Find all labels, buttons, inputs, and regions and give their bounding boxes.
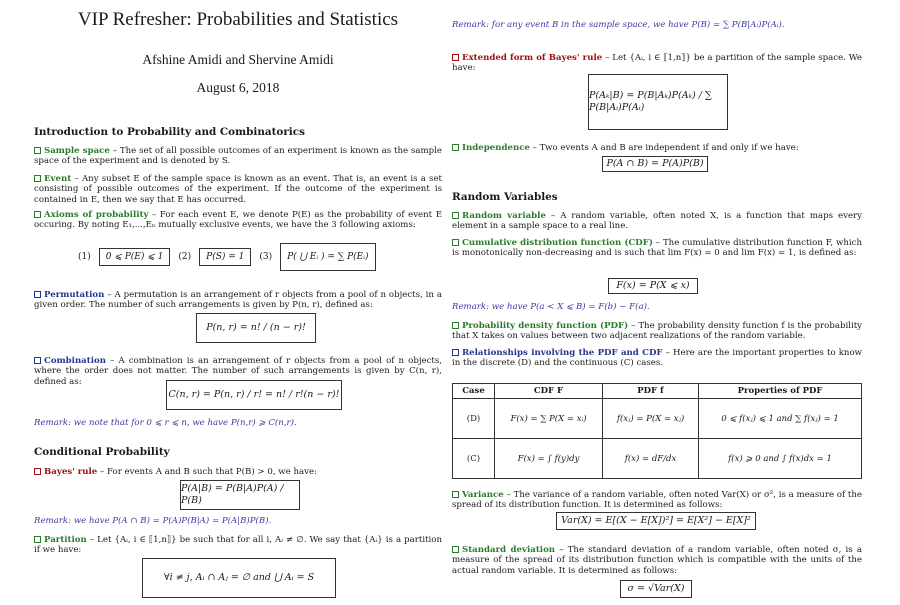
partition-formula: ∀i ≠ j, Aᵢ ∩ Aⱼ = ∅ and ⋃ Aᵢ = S [142,558,336,598]
section-heading-conditional: Conditional Probability [34,446,170,458]
checkbox-icon [452,212,459,219]
checkbox-icon [34,147,41,154]
table-cell: 0 ⩽ f(xⱼ) ⩽ 1 and ∑ f(xⱼ) = 1 [699,399,862,439]
paragraph-partition: Partition – Let {Aᵢ, i ∈ ⟦1,n⟧} be such that for all i, Aᵢ ≠ ∅. We say that {Aᵢ} is a partition if we have: [34,535,442,556]
section-heading-intro: Introduction to Probability and Combinatorics [34,126,305,138]
table-cell: f(x) = dF/dx [603,439,699,479]
paragraph-bayes: Bayes' rule – For events A and B such that P(B) > 0, we have: [34,467,442,477]
checkbox-icon [452,491,459,498]
axiom2-formula: P(S) = 1 [199,248,251,267]
checkbox-icon [452,322,459,329]
table-cell: f(xⱼ) = P(X = xⱼ) [603,399,699,439]
table-cell: F(x) = ∑ P(X = xᵢ) [495,399,603,439]
table-row [453,399,862,439]
checkbox-icon [34,211,41,218]
table-header: CDF F [495,384,603,399]
combination-formula: C(n, r) = P(n, r) / r! = n! / r!(n − r)! [166,380,342,410]
checkbox-icon [34,468,41,475]
table-cell: f(x) ⩾ 0 and ∫ f(x)dx = 1 [699,439,862,479]
term-pdf: Probability density function (PDF) [462,321,629,331]
date: August 6, 2018 [196,80,280,95]
term-std: Standard deviation [462,545,556,555]
checkbox-icon [452,54,459,61]
term-partition: Partition [44,535,87,545]
term-permutation: Permutation [44,290,105,300]
paragraph-relationships: Relationships involving the PDF and CDF – Here are the important properties to know in the discrete (D) and the continuous (C) cases. [452,348,862,369]
extended-bayes-formula: P(Aₖ|B) = P(B|Aₖ)P(Aₖ) / ∑ P(B|Aᵢ)P(Aᵢ) [588,74,728,130]
combination-remark: Remark: we note that for 0 ⩽ r ⩽ n, we have P(n,r) ⩾ C(n,r). [34,418,297,428]
pdf-cdf-table [452,383,862,479]
checkbox-icon [452,546,459,553]
checkbox-icon [452,239,459,246]
axioms-formulas: (1) 0 ⩽ P(E) ⩽ 1 (2) P(S) = 1 (3) P( ⋃ Eᵢ ) = ∑ P(Eᵢ) [34,238,442,276]
independence-formula: P(A ∩ B) = P(A)P(B) [602,156,708,172]
table-header: PDF f [603,384,699,399]
bayes-formula: P(A|B) = P(B|A)P(A) / P(B) [180,480,300,510]
checkbox-icon [452,349,459,356]
paragraph-pdf: Probability density function (PDF) – The probability density function f is the probability that X takes on values between two adjacent realizations of the random variable. [452,321,862,342]
table-header: Case [453,384,495,399]
term-cdf: Cumulative distribution function (CDF) [462,238,653,248]
table-cell: F(x) = ∫ f(y)dy [495,439,603,479]
paragraph-sample-space: Sample space – The set of all possible outcomes of an experiment is known as the sample space of the experiment and is denoted by S. [34,146,442,167]
table-cell: (C) [453,439,495,479]
section-heading-random-variables: Random Variables [452,191,558,203]
page-title: VIP Refresher: Probabilities and Statistics [77,9,399,30]
paragraph-axioms: Axioms of probability – For each event E, we denote P(E) as the probability of event E occuring. By noting E₁,...,Eₙ mutually exclusive events, we have the 3 following axioms: [34,210,442,231]
axiom1-formula: 0 ⩽ P(E) ⩽ 1 [99,248,171,267]
paragraph-std: Standard deviation – The standard deviation of a random variable, often noted σ, is a measure of the spread of its distribution function which is compatible with the units of the actual random variable. It is determined as follows: [452,545,862,576]
term-random-variable: Random variable [462,211,546,221]
paragraph-random-variable: Random variable – A random variable, often noted X, is a function that maps every element in a sample space to a real line. [452,211,862,232]
term-extended-bayes: Extended form of Bayes' rule [462,53,603,63]
paragraph-permutation: Permutation – A permutation is an arrangement of r objects from a pool of n objects, in a given order. The number of such arrangements is given by P(n, r), defined as: [34,290,442,311]
term-axioms: Axioms of probability [44,210,149,220]
table-cell: (D) [453,399,495,439]
checkbox-icon [452,144,459,151]
permutation-formula: P(n, r) = n! / (n − r)! [196,313,316,343]
paragraph-cdf: Cumulative distribution function (CDF) – The cumulative distribution function F, which is monotonically non-decreasing and is such that lim F(x) = 0 and lim F(x) = 1, is defined as: [452,238,862,259]
term-event: Event [44,174,72,184]
term-sample-space: Sample space [44,146,110,156]
cdf-remark: Remark: we have P(a < X ⩽ B) = F(b) − F(a). [452,302,650,312]
table-header: Properties of PDF [699,384,862,399]
term-bayes: Bayes' rule [44,467,98,477]
table-row [453,439,862,479]
paragraph-variance: Variance – The variance of a random variable, often noted Var(X) or σ², is a measure of the spread of its distribution function. It is determined as follows: [452,490,862,511]
paragraph-extended-bayes: Extended form of Bayes' rule – Let {Aᵢ, i ∈ ⟦1,n⟧} be a partition of the sample space. We have: [452,53,862,74]
checkbox-icon [34,536,41,543]
bayes-remark: Remark: we have P(A ∩ B) = P(A)P(B|A) = P(A|B)P(B). [34,516,272,526]
term-independence: Independence [462,143,530,153]
paragraph-independence: Independence – Two events A and B are independent if and only if we have: [452,143,862,153]
axiom3-formula: P( ⋃ Eᵢ ) = ∑ P(Eᵢ) [280,243,375,272]
checkbox-icon [34,291,41,298]
checkbox-icon [34,175,41,182]
term-relationships: Relationships involving the PDF and CDF [462,348,663,358]
variance-formula: Var(X) = E[(X − E[X])²] = E[X²] − E[X]² [556,512,756,530]
authors: Afshine Amidi and Shervine Amidi [142,52,334,67]
paragraph-event: Event – Any subset E of the sample space is known as an event. That is, an event is a set consisting of possible outcomes of the experiment. If the outcome of the experiment is contained in E, then we say that E has occurred. [34,174,442,205]
table-header-row [453,384,862,399]
term-variance: Variance [462,490,504,500]
checkbox-icon [34,357,41,364]
std-formula: σ = √Var(X) [620,580,692,598]
total-probability-remark: Remark: for any event B in the sample space, we have P(B) = ∑ P(B|Aᵢ)P(Aᵢ). [452,20,785,30]
term-combination: Combination [44,356,106,366]
paragraph-combination: Combination – A combination is an arrangement of r objects from a pool of n objects, where the order does not matter. The number of such arrangements is given by C(n, r), defined as: [34,356,442,387]
cdf-formula: F(x) = P(X ⩽ x) [608,278,698,294]
